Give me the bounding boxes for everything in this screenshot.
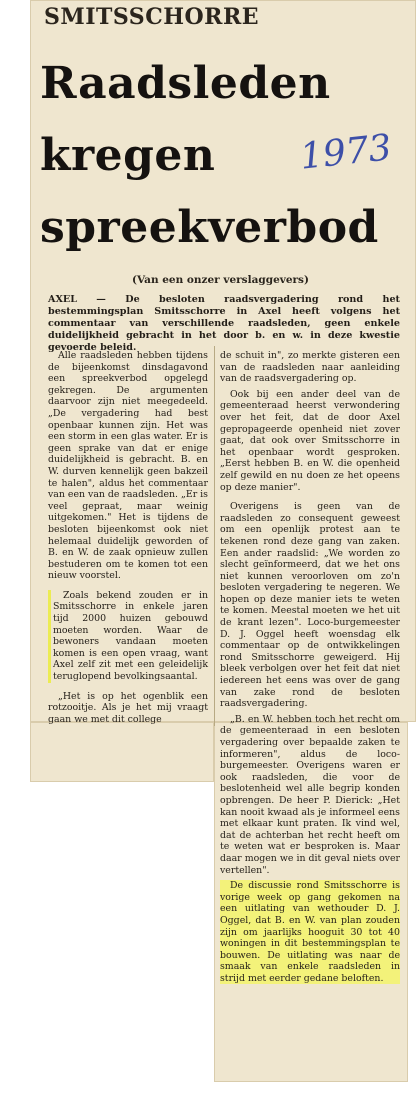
paragraph: Ook bij een ander deel van de gemeenteraad heerst verwondering over het feit, dat de door Axel gepropageerde openheid niet zover gaat, dat ook over Smitsschorre in het openbaar wordt gesproken. „Eerst hebben B. en W. die openheid zelf gewild en nu doen ze het opeens op deze manier". bbox=[220, 388, 400, 493]
byline: (Van een onzer verslaggevers) bbox=[132, 274, 309, 286]
kicker: SMITSSCHORRE bbox=[44, 4, 259, 30]
paragraph-highlighted: De discussie rond Smitsschorre is vorige week op gang gekomen na een uitlating van wethouder D. J. Oggel, dat B. en W. van plan zouden zijn om jaarlijks hooguit 30 tot 40 woningen in dit bestemmingsplan te bouwen. De uitlating was naar de smaak van enkele raadsleden in strijd met eerder gedane beloften. bbox=[220, 880, 400, 984]
left-column bbox=[48, 350, 208, 725]
headline-line-1: Raadsleden bbox=[40, 58, 331, 109]
paragraph-highlighted: Zoals bekend zouden er in Smitsschorre in enkele jaren tijd 2000 huizen gebouwd moeten worden. Waar de bewoners vandaan moeten komen is een open vraag, want Axel zelf zit met een geleidelijk teruglopend bevolkingsaantal. bbox=[48, 590, 208, 683]
handwritten-year: 1973 bbox=[298, 127, 394, 178]
right-column bbox=[220, 350, 400, 984]
paragraph: „Het is op het ogenblik een rotzooitje. Als je het mij vraagt gaan we met dit college bbox=[48, 690, 208, 725]
column-divider bbox=[214, 346, 215, 726]
paragraph: Alle raadsleden hebben tijdens de bijeenkomst dinsdagavond een spreekverbod opgelegd gekregen. De argumenten daarvoor zijn niet meegedeeld. „De vergadering had best openbaar kunnen zijn. Het was een storm in een glas water. Er is geen sprake van dat er enige duidelijkheid is gebracht. B. en W. durven kennelijk geen bakzeil te halen", aldus het commentaar van een van de raadsleden. „Er is veel gepraat, maar weinig uitgekomen." Het is tijdens de besloten bijeenkomst ook niet helemaal duidelijk geworden of B. en W. de zaak opnieuw zullen bestuderen om te komen tot een nieuw voorstel. bbox=[48, 350, 208, 582]
paragraph: de schuit in", zo merkte gisteren een van de raadsleden naar aanleiding van de raadsvergadering op. bbox=[220, 350, 400, 385]
paragraph: „B. en W. hebben toch het recht om de gemeenteraad in een besloten vergadering over bepaalde zaken te informeren", aldus de loco-burgemeester. Overigens waren er ook raadsleden, die voor de beslotenheid wel alle begrip konden opbrengen. De heer P. Dierick: „Het kan nooit kwaad als je informeel eens met elkaar kunt praten. Ik vind wel, dat de achterban het recht heeft om te weten wat er besproken is. Maar daar mogen we in dit geval niets over vertellen". bbox=[220, 713, 400, 876]
headline-line-3: spreekverbod bbox=[40, 202, 379, 253]
headline-line-2: kregen bbox=[40, 130, 216, 181]
newspaper-clipping-left-lower bbox=[30, 722, 214, 782]
lead-paragraph: AXEL — De besloten raadsvergadering rond het bestemmingsplan Smitsschorre in Axel heeft volgens het commentaar van verschillende raadsleden, geen enkele duidelijkheid gebracht in het door b. en w. in deze kwestie gevoerde beleid. bbox=[48, 294, 400, 353]
paragraph: Overigens is geen van de raadsleden zo consequent geweest om een openlijk protest aan te tekenen rond deze gang van zaken. Een ander raadslid: „We worden zo slecht geïnformeerd, dat we het ons niet kunnen veroorloven om zo'n besloten vergadering te negeren. We hopen op deze manier iets te weten te komen. Meestal moeten we het uit de krant lezen". Loco-burgemeester D. J. Oggel heeft woensdag elk commentaar op de ontwikkelingen rond Smitsschorre geweigerd. Hij bleek verbolgen over het feit dat niet iedereen het eens was over de gang van zake rond de besloten raadsvergadering. bbox=[220, 501, 400, 710]
